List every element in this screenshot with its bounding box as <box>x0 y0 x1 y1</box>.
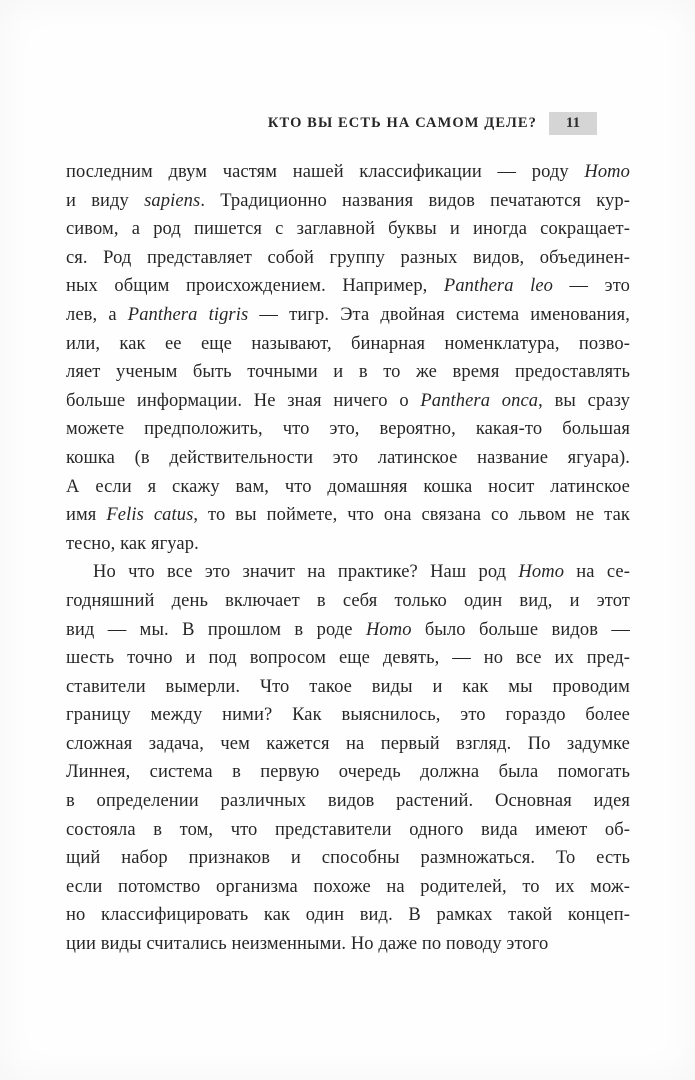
text-run: на се- <box>564 562 630 583</box>
text-line <box>66 758 630 787</box>
text-run: больше информации. Не зная ничего о <box>66 390 421 411</box>
text-line <box>66 816 630 845</box>
italic-text-run: Homo <box>584 162 630 182</box>
text-run: последним двум частям нашей классификации — роду <box>66 162 585 182</box>
text-line <box>66 158 630 187</box>
italic-text-run: Homo <box>365 619 412 640</box>
text-run: ляет ученым быть точными и в то же время предоставлять <box>66 362 630 383</box>
paragraph <box>66 558 630 958</box>
text-line <box>66 673 630 702</box>
page-number: 11 <box>549 112 597 135</box>
text-line <box>66 930 630 959</box>
text-line <box>66 644 630 673</box>
italic-text-run: Panthera onca <box>420 390 539 411</box>
text-run: годняшний день включает в себя только один вид, и этот <box>66 590 630 611</box>
text-line <box>66 358 630 387</box>
text-run: ции виды считались неизменными. Но даже по поводу этого <box>66 934 549 955</box>
text-line <box>66 873 630 902</box>
text-run: Но что все это значит на практике? Наш род <box>93 562 519 583</box>
text-line <box>66 616 630 645</box>
text-run: и виду <box>66 190 145 211</box>
text-line <box>66 244 630 273</box>
text-run: если потомство организма похоже на родителей, то их мож- <box>66 876 630 897</box>
text-run: было больше видов — <box>411 619 630 640</box>
italic-text-run: Homo <box>518 562 565 583</box>
italic-text-run: Panthera leo <box>443 276 553 297</box>
text-run: ся. Род представляет собой группу разных видов, объединен- <box>66 247 630 268</box>
text-line <box>66 844 630 873</box>
text-run: — тигр. Эта двойная система именования, <box>248 304 630 325</box>
text-line <box>66 787 630 816</box>
text-run: ных общим происхождением. Например, <box>66 276 444 297</box>
text-run: или, как ее еще называют, бинарная номенклатура, позво- <box>66 333 630 354</box>
text-run: тесно, как ягуар. <box>66 533 199 554</box>
text-run: А если я скажу вам, что домашняя кошка носит латинское <box>66 476 630 497</box>
text-run: вид — мы. В прошлом в роде <box>66 619 366 640</box>
text-line <box>66 387 630 416</box>
text-line <box>66 187 630 216</box>
italic-text-run: Panthera tigris <box>127 304 249 325</box>
text-line <box>66 473 630 502</box>
text-line <box>66 901 630 930</box>
text-run: , то вы поймете, что она связана со львом не так <box>193 505 630 526</box>
text-line <box>66 530 630 559</box>
italic-text-run: Felis catus <box>106 505 194 526</box>
text-run: сивом, а род пишется с заглавной буквы и иногда сокращает- <box>66 219 630 240</box>
text-run: шесть точно и под вопросом еще девять, — но все их пред- <box>66 648 630 669</box>
text-run: кошка (в действительности это латинское название ягуара). <box>66 447 630 468</box>
text-line <box>66 701 630 730</box>
page-header <box>66 112 630 135</box>
text-run: но классифицировать как один вид. В рамках такой концеп- <box>66 905 630 926</box>
body-text <box>66 158 630 959</box>
text-line <box>66 730 630 759</box>
text-run: . Традиционно названия видов печатаются кур- <box>200 190 630 211</box>
text-run: Линнея, система в первую очередь должна была помогать <box>66 762 630 783</box>
text-run: — это <box>553 276 630 297</box>
running-head-title: КТО ВЫ ЕСТЬ НА САМОМ ДЕЛЕ? <box>267 115 537 131</box>
text-line <box>66 587 630 616</box>
text-run: лев, а <box>66 304 128 325</box>
text-line <box>66 272 630 301</box>
text-line <box>66 215 630 244</box>
text-line <box>66 330 630 359</box>
text-run: , вы сразу <box>538 390 630 411</box>
italic-text-run: sapiens <box>144 190 201 211</box>
text-run: сложная задача, чем кажется на первый взгляд. По задумке <box>66 733 630 754</box>
text-line <box>66 501 630 530</box>
text-run: щий набор признаков и способны размножаться. То есть <box>66 848 630 869</box>
text-run: ставители вымерли. Что такое виды и как мы проводим <box>66 676 630 697</box>
text-run: имя <box>66 505 107 526</box>
text-line <box>66 558 630 587</box>
text-run: состояла в том, что представители одного вида имеют об- <box>66 819 630 840</box>
text-run: можете предположить, что это, вероятно, какая-то большая <box>66 419 630 440</box>
text-run: границу между ними? Как выяснилось, это гораздо более <box>66 705 630 726</box>
paragraph <box>66 158 630 558</box>
text-run: в определении различных видов растений. Основная идея <box>66 791 630 812</box>
text-line <box>66 444 630 473</box>
text-line <box>66 415 630 444</box>
text-line <box>66 301 630 330</box>
